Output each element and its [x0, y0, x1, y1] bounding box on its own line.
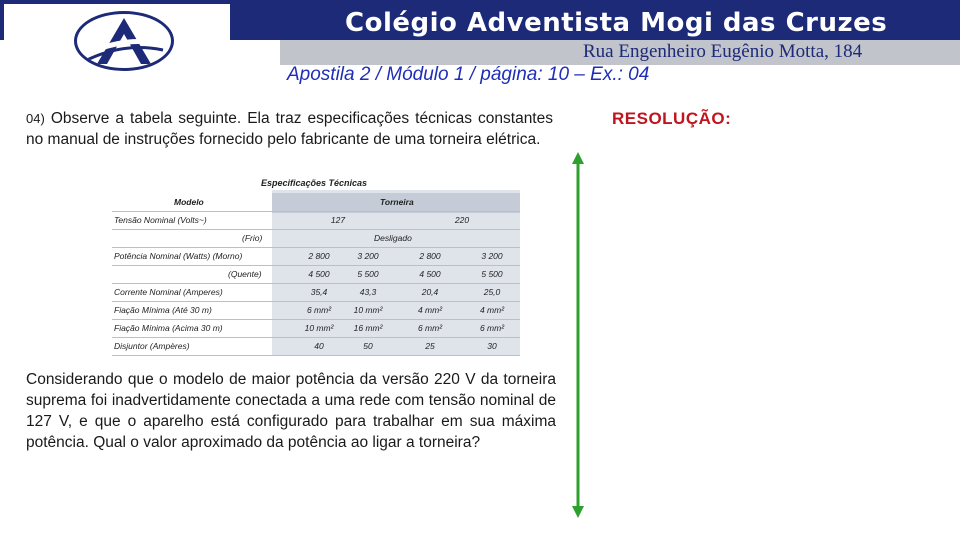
spec-row: Corrente Nominal (Amperes) 35,4 43,3 20,4 25,0: [112, 283, 520, 302]
spec-table-title: Especificações Técnicas: [261, 178, 368, 188]
spec-row: Potência Nominal (Watts) (Morno) 2 800 3 200 2 800 3 200: [112, 247, 520, 266]
double-arrow-divider-icon: [568, 150, 588, 520]
question-intro-text: Observe a tabela seguinte. Ela traz especificações técnicas constantes no manual de instruções fornecido pelo fabricante de uma torneira elétrica.: [26, 110, 553, 148]
spec-header-modelo: Modelo: [174, 197, 204, 207]
spec-row: Fiação Mínima (Acima 30 m) 10 mm² 16 mm² 6 mm² 6 mm²: [112, 319, 520, 338]
spec-row: Fiação Mínima (Até 30 m) 6 mm² 10 mm² 4 mm² 4 mm²: [112, 301, 520, 320]
question-intro: [26, 108, 553, 150]
resolution-label: RESOLUÇÃO:: [612, 109, 732, 128]
question-body: Considerando que o modelo de maior potência da versão 220 V da torneira suprema foi inadvertidamente conectada a uma rede com tensão nominal de 127 V, e que o aparelho está configurado para trabalhar em sua máxima potência. Qual o valor aproximado da potência ao ligar a torneira?: [26, 371, 556, 451]
logo-area: [4, 4, 230, 76]
spec-row: (Quente) 4 500 5 500 4 500 5 500: [112, 265, 520, 284]
spec-table: [112, 190, 520, 356]
spec-row: (Frio) Desligado: [112, 229, 520, 248]
spec-header-torneira: Torneira: [380, 197, 414, 207]
school-logo-icon: [74, 11, 174, 71]
school-name: Colégio Adventista Mogi das Cruzes: [345, 8, 888, 38]
school-address: Rua Engenheiro Eugênio Motta, 184: [583, 41, 863, 62]
spec-row: Tensão Nominal (Volts~) 127 220: [112, 211, 520, 230]
spec-row: Disjuntor (Ampères) 40 50 25 30: [112, 337, 520, 356]
spec-header-row: [112, 193, 520, 212]
page-title: Apostila 2 / Módulo 1 / página: 10 – Ex.: 04: [287, 64, 650, 85]
question-number: 04): [26, 111, 45, 126]
